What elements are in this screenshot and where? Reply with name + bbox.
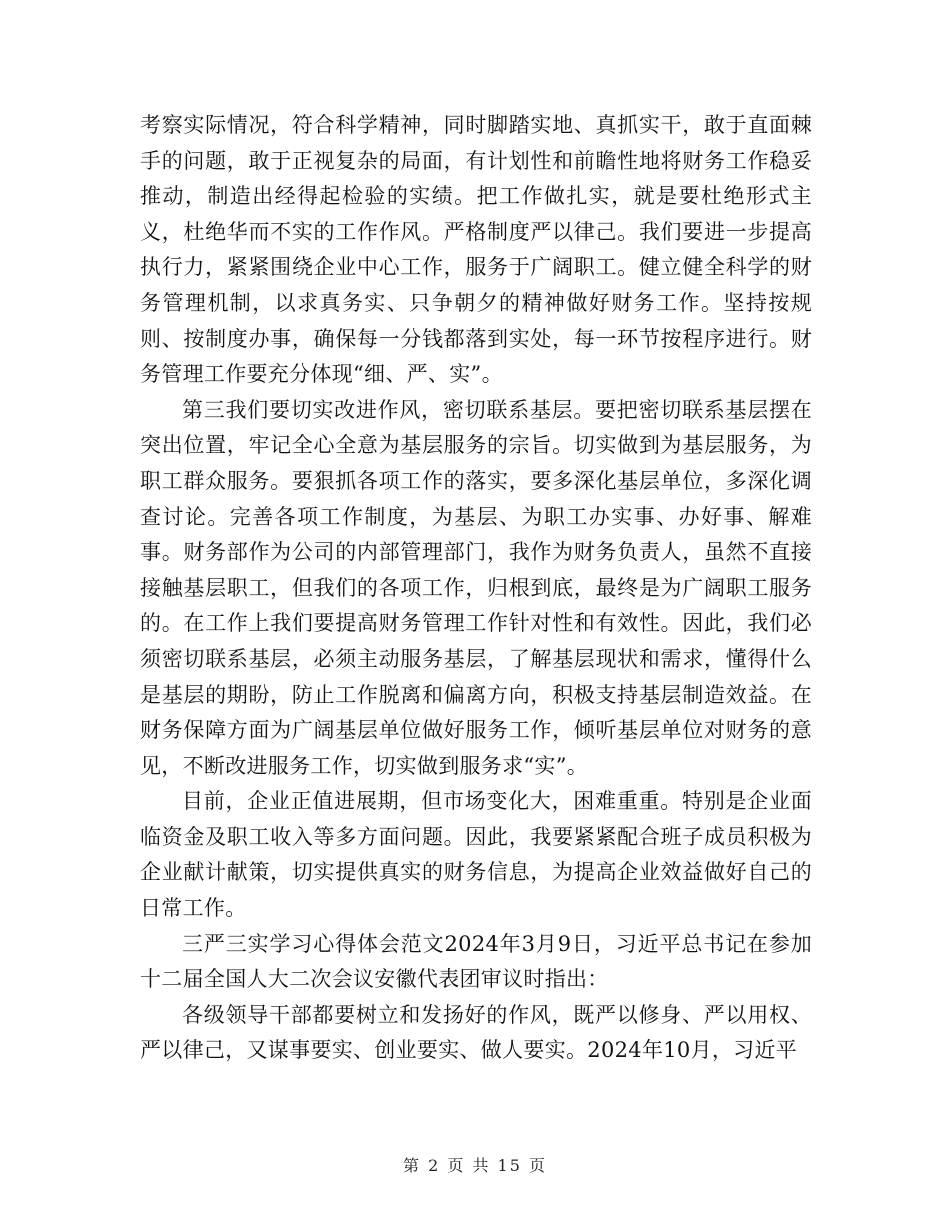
paragraph: 第三我们要切实改进作风，密切联系基层。要把密切联系基层摆在突出位置，牢记全心全意为基层服务的宗旨。切实做到为基层服务，为职工群众服务。要狠抓各项工作的落实，要多深化基层单位，多深化调查讨论。完善各项工作制度，为基层、为职工办实事、办好事、解难事。财务部作为公司的内部管理部门，我作为财务负责人，虽然不直接接触基层职工，但我们的各项工作，归根到底，最终是为广阔职工服务的。在工作上我们要提高财务管理工作针对性和有效性。因此，我们必须密切联系基层，必须主动服务基层，了解基层现状和需求，懂得什么是基层的期盼，防止工作脱离和偏离方向，积极支持基层制造效益。在财务保障方面为广阔基层单位做好服务工作，倾听基层单位对财务的意见，不断改进服务工作，切实做到服务求“实”。 (140, 397, 812, 778)
paragraph: 三严三实学习心得体会范文2024年3月9日，习近平总书记在参加十二届全国人大二次会议安徽代表团审议时指出： (140, 931, 812, 992)
paragraph: 考察实际情况，符合科学精神，同时脚踏实地、真抓实干，敢于直面棘手的问题，敢于正视复杂的局面，有计划性和前瞻性地将财务工作稳妥推动，制造出经得起检验的实绩。把工作做扎实，就是要杜绝形式主义，杜绝华而不实的工作作风。严格制度严以律己。我们要进一步提高执行力，紧紧围绕企业中心工作，服务于广阔职工。健立健全科学的财务管理机制，以求真务实、只争朝夕的精神做好财务工作。坚持按规则、按制度办事，确保每一分钱都落到实处，每一环节按程序进行。财务管理工作要充分体现“细、严、实”。 (140, 113, 812, 387)
page-number-footer: 第 2 页 共 15 页 (403, 1156, 547, 1175)
paragraph: 各级领导干部都要树立和发扬好的作风，既严以修身、严以用权、严以律己，又谋事要实、创业要实、做人要实。2024年10月，习近平 (140, 1002, 812, 1063)
document-body (140, 108, 812, 1069)
paragraph: 目前，企业正值进展期，但市场变化大，困难重重。特别是企业面临资金及职工收入等多方面问题。因此，我要紧紧配合班子成员积极为企业献计献策，切实提供真实的财务信息，为提高企业效益做好自己的日常工作。 (140, 789, 812, 921)
